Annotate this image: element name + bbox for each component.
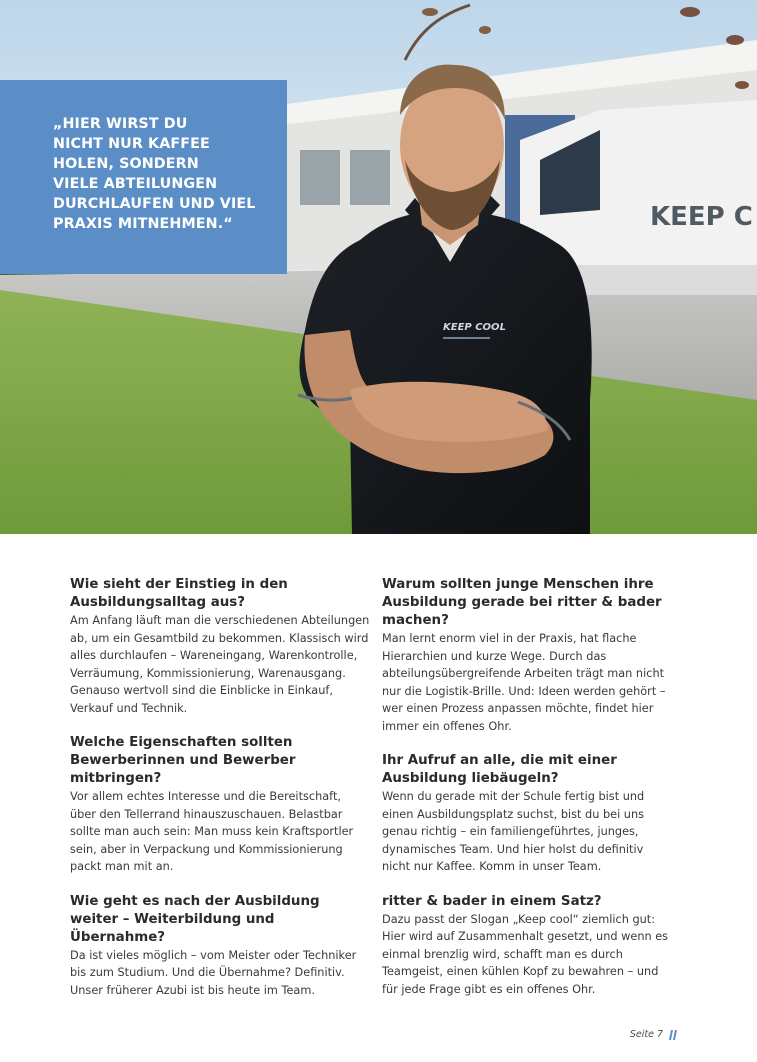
double-slash-icon (669, 1030, 677, 1040)
answer-text: Man lernt enorm viel in der Praxis, hat flache Hierarchien und kurze Wege. Durch das abteilungsübergreifende Arbeiten trägt man nicht nur die Logistik-Brille. Und: Ideen werden gehört – wer einen Prozess anpassen möchte, findet hier immer ein offenes Ohr. (382, 632, 666, 733)
question-heading: Welche Eigenschaften sollten Bewerberinnen und Bewerber mitbringen? (70, 735, 296, 786)
qa-block (70, 893, 370, 1000)
shirt-logo: KEEP COOL (443, 322, 506, 333)
quote-box (0, 80, 287, 274)
answer-text: Am Anfang läuft man die verschiedenen Abteilungen ab, um ein Gesamtbild zu bekommen. Klassisch wird alles durchlaufen – Wareneingang, Warenkontrolle, Verräumung, Kommissionierung, Warenausgang. Genauso wertvoll sind die Einblicke in Einkauf, Verkauf und Technik. (70, 614, 370, 715)
qa-block (382, 752, 674, 876)
page-footer (630, 1029, 677, 1040)
qa-block (382, 576, 674, 735)
question-heading: Warum sollten junge Menschen ihre Ausbildung gerade bei ritter & bader machen? (382, 577, 662, 628)
column-left (70, 576, 370, 1016)
page-number: Seite 7 (629, 1029, 663, 1040)
column-right (382, 576, 674, 1015)
qa-block (70, 576, 370, 717)
answer-text: Vor allem echtes Interesse und die Bereitschaft, über den Tellerrand hinauszuschauen. Belastbar sollte man auch sein: Man muss kein Kraftsportler sein, aber in Verpackung und Kommissionierung packt man mit an. (70, 790, 354, 873)
question-heading: Ihr Aufruf an alle, die mit einer Ausbildung liebäugeln? (382, 753, 617, 786)
qa-block (70, 734, 370, 876)
qa-block (382, 893, 674, 999)
answer-text: Da ist vieles möglich – vom Meister oder Techniker bis zum Studium. Und die Übernahme? Definitiv. Unser früherer Azubi ist bis heute im Team. (70, 948, 357, 997)
answer-text: Dazu passt der Slogan „Keep cool“ ziemlich gut: Hier wird auf Zusammenhalt gesetzt, und wenn es einmal brenzlig wird, schafft man es durch Teamgeist, einen kühlen Kopf zu bewahren – und für jede Frage gibt es ein offenes Ohr. (382, 912, 669, 996)
answer-text: Wenn du gerade mit der Schule fertig bist und einen Ausbildungsplatz suchst, bist du bei uns genau richtig – ein familiengeführtes, junges, dynamisches Team. Und hier holst du definitiv nicht nur Kaffee. Komm in unser Team. (382, 790, 645, 873)
question-heading: ritter & bader in einem Satz? (382, 893, 602, 909)
question-heading: Wie sieht der Einstieg in den Ausbildungsalltag aus? (70, 577, 288, 610)
van-lettering: KEEP C (650, 202, 753, 232)
question-heading: Wie geht es nach der Ausbildung weiter – Weiterbildung und Übernahme? (70, 893, 320, 945)
pull-quote: „HIER WIRST DU NICHT NUR KAFFEE HOLEN, SONDERN VIELE ABTEILUNGEN DURCHLAUFEN UND VIEL PRAXIS MITNEHMEN.“ (53, 116, 256, 232)
